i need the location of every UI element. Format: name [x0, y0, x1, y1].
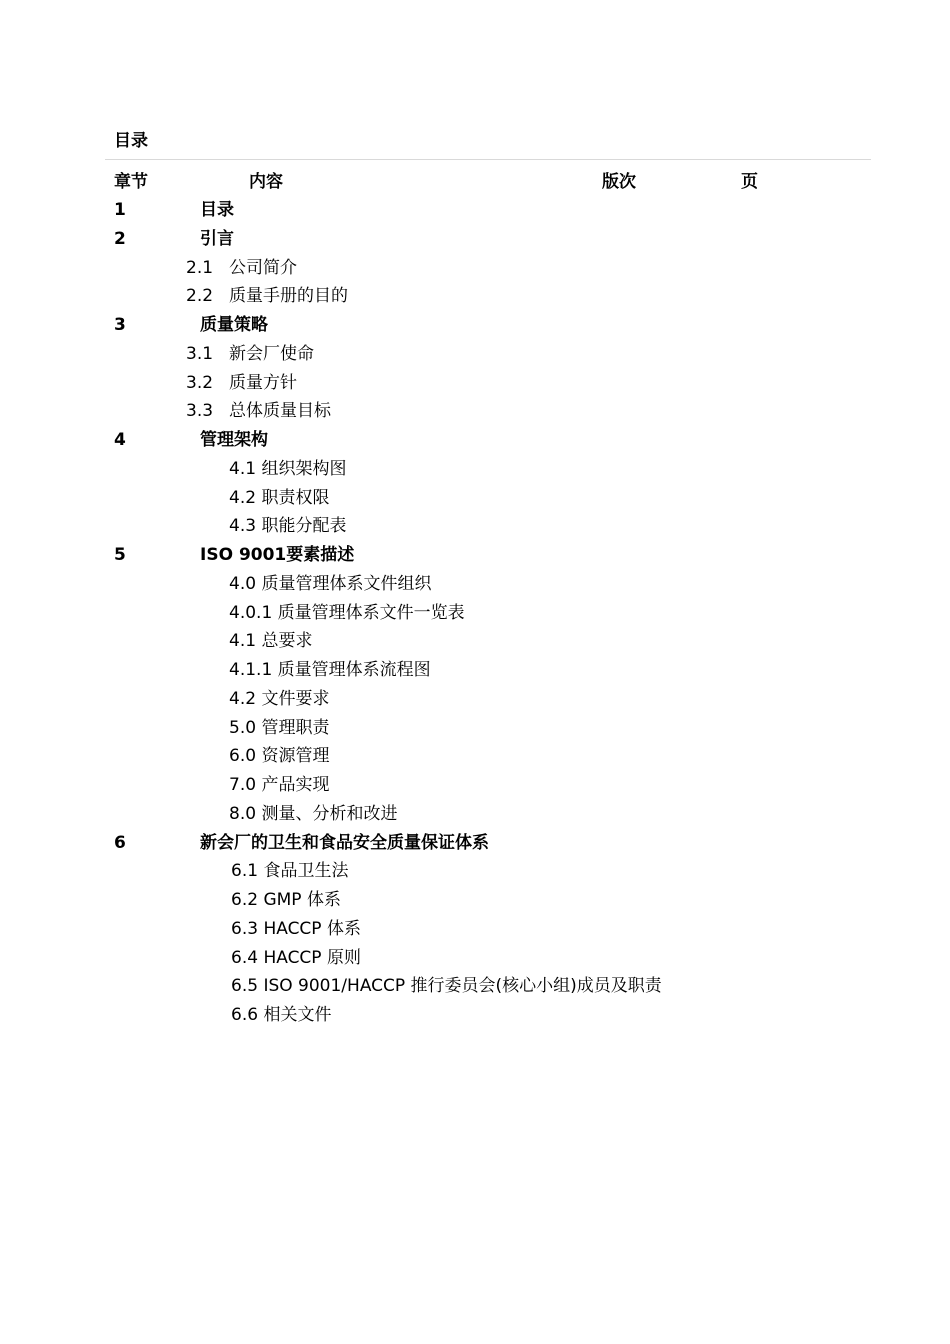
toc-entry-line	[229, 570, 431, 598]
toc-entry-line	[231, 915, 361, 943]
toc-chapter-row	[0, 196, 950, 225]
toc-entry-title: 相关文件	[263, 1005, 332, 1025]
column-header-version: 版次	[602, 172, 636, 192]
toc-entry-title: 总要求	[261, 631, 313, 652]
toc-entry-title: 新会厂的卫生和食品安全质量保证体系	[200, 832, 489, 853]
toc-entry-line	[229, 771, 329, 799]
toc-section-row	[0, 771, 950, 800]
toc-section-row	[0, 455, 950, 484]
toc-entry-number: 5.0	[229, 717, 257, 738]
toc-entry-title: 引言	[200, 228, 234, 249]
toc-entry-number: 3.3	[186, 401, 214, 422]
toc-section-row	[0, 512, 950, 541]
toc-section-row	[0, 397, 950, 426]
toc-entry-title: 食品卫生法	[263, 861, 349, 882]
toc-entry-number: 4.1.1	[229, 660, 273, 680]
toc-entry-number: 3.2	[186, 372, 214, 393]
toc-entry-title: HACCP 原则	[263, 947, 361, 968]
toc-entry-number: 4.0.1	[229, 602, 273, 623]
toc-entry-number: 2.1	[186, 257, 214, 278]
column-header-chapter: 章节	[114, 172, 148, 192]
column-header-content: 内容	[249, 172, 283, 192]
toc-entry-title: 资源管理	[261, 746, 330, 767]
toc-section-row	[0, 800, 950, 829]
toc-entry-line	[229, 455, 346, 483]
toc-entry-title: HACCP 体系	[263, 918, 361, 939]
toc-entry-number: 6.6	[231, 1005, 259, 1025]
toc-section-row	[0, 570, 950, 599]
toc-section-row	[0, 1001, 950, 1030]
toc-entry-line	[231, 857, 348, 885]
toc-entry-title: 职责权限	[261, 487, 330, 508]
toc-chapter-row	[0, 541, 950, 570]
toc-section-row	[0, 369, 950, 398]
toc-entry-line	[229, 599, 465, 627]
toc-entry-title: 新会厂使命	[229, 343, 314, 364]
toc-chapter-row	[0, 426, 950, 455]
toc-entry-title: GMP 体系	[263, 890, 341, 910]
toc-entry-number: 4.2	[229, 688, 257, 709]
toc-section-row	[0, 742, 950, 771]
toc-entry-title: 管理架构	[200, 430, 268, 450]
toc-entry-title: 质量方针	[229, 372, 297, 393]
toc-entry-line	[229, 800, 397, 828]
toc-entry-line	[229, 656, 431, 684]
toc-entry-line	[231, 972, 662, 1000]
column-header-page: 页	[741, 172, 758, 192]
toc-entry-number: 2.2	[186, 286, 214, 307]
toc-list	[0, 196, 950, 1030]
toc-entry-line	[229, 742, 329, 770]
toc-entry-title: ISO 9001/HACCP 推行委员会(核心小组)成员及职责	[263, 976, 662, 997]
toc-section-row	[0, 685, 950, 714]
toc-entry-number: 5	[114, 545, 126, 565]
toc-section-row	[0, 972, 950, 1001]
toc-entry-line	[229, 512, 346, 540]
toc-section-row	[0, 714, 950, 743]
toc-entry-number: 3	[114, 315, 126, 335]
toc-entry-title: 目录	[200, 200, 234, 220]
toc-entry-title: 文件要求	[261, 688, 330, 709]
toc-entry-number: 4	[114, 430, 126, 450]
toc-entry-title: 质量管理体系文件组织	[261, 573, 432, 594]
toc-entry-line	[229, 484, 329, 512]
toc-entry-line	[231, 886, 341, 914]
toc-entry-number: 6.4	[231, 947, 259, 968]
toc-entry-title: 质量管理体系流程图	[277, 660, 431, 680]
toc-entry-number: 6.2	[231, 890, 259, 910]
toc-entry-number: 1	[114, 200, 126, 220]
toc-section-row	[0, 915, 950, 944]
toc-section-row	[0, 944, 950, 973]
toc-entry-number: 4.1	[229, 458, 257, 479]
toc-section-row	[0, 340, 950, 369]
toc-entry-number: 8.0	[229, 803, 257, 824]
toc-chapter-row	[0, 829, 950, 858]
toc-entry-title: ISO 9001要素描述	[200, 545, 355, 565]
toc-entry-title: 组织架构图	[261, 458, 347, 479]
toc-entry-number: 6.3	[231, 918, 259, 939]
toc-entry-title: 管理职责	[261, 717, 330, 738]
toc-section-row	[0, 656, 950, 685]
toc-entry-number: 6	[114, 832, 126, 853]
toc-entry-line	[231, 1001, 331, 1029]
toc-entry-number: 6.1	[231, 861, 259, 882]
toc-entry-title: 产品实现	[261, 775, 330, 795]
toc-entry-number: 4.0	[229, 573, 257, 594]
toc-section-row	[0, 886, 950, 915]
toc-entry-title: 总体质量目标	[229, 401, 331, 422]
toc-entry-title: 质量管理体系文件一览表	[277, 602, 465, 623]
toc-entry-title: 质量手册的目的	[229, 286, 348, 307]
toc-entry-number: 7.0	[229, 775, 257, 795]
toc-entry-number: 4.2	[229, 487, 257, 508]
toc-header-row	[0, 170, 950, 194]
toc-entry-number: 6.5	[231, 976, 259, 997]
toc-entry-line	[229, 685, 329, 713]
toc-section-row	[0, 599, 950, 628]
toc-section-row	[0, 627, 950, 656]
toc-section-row	[0, 484, 950, 513]
toc-chapter-row	[0, 225, 950, 254]
toc-section-row	[0, 282, 950, 311]
toc-entry-number: 2	[114, 228, 126, 249]
toc-entry-number: 4.1	[229, 631, 257, 652]
toc-chapter-row	[0, 311, 950, 340]
toc-entry-line	[229, 627, 312, 655]
toc-entry-number: 3.1	[186, 343, 214, 364]
toc-section-row	[0, 857, 950, 886]
title-divider	[105, 159, 871, 160]
toc-entry-line	[231, 944, 361, 972]
toc-entry-number: 6.0	[229, 746, 257, 767]
toc-entry-line	[229, 714, 329, 742]
toc-section-row	[0, 254, 950, 283]
toc-entry-number: 4.3	[229, 516, 257, 537]
document-title: 目录	[114, 131, 148, 151]
toc-entry-title: 职能分配表	[261, 516, 347, 537]
toc-entry-title: 质量策略	[200, 315, 268, 335]
toc-entry-title: 公司简介	[229, 257, 297, 278]
toc-entry-title: 测量、分析和改进	[261, 803, 398, 824]
